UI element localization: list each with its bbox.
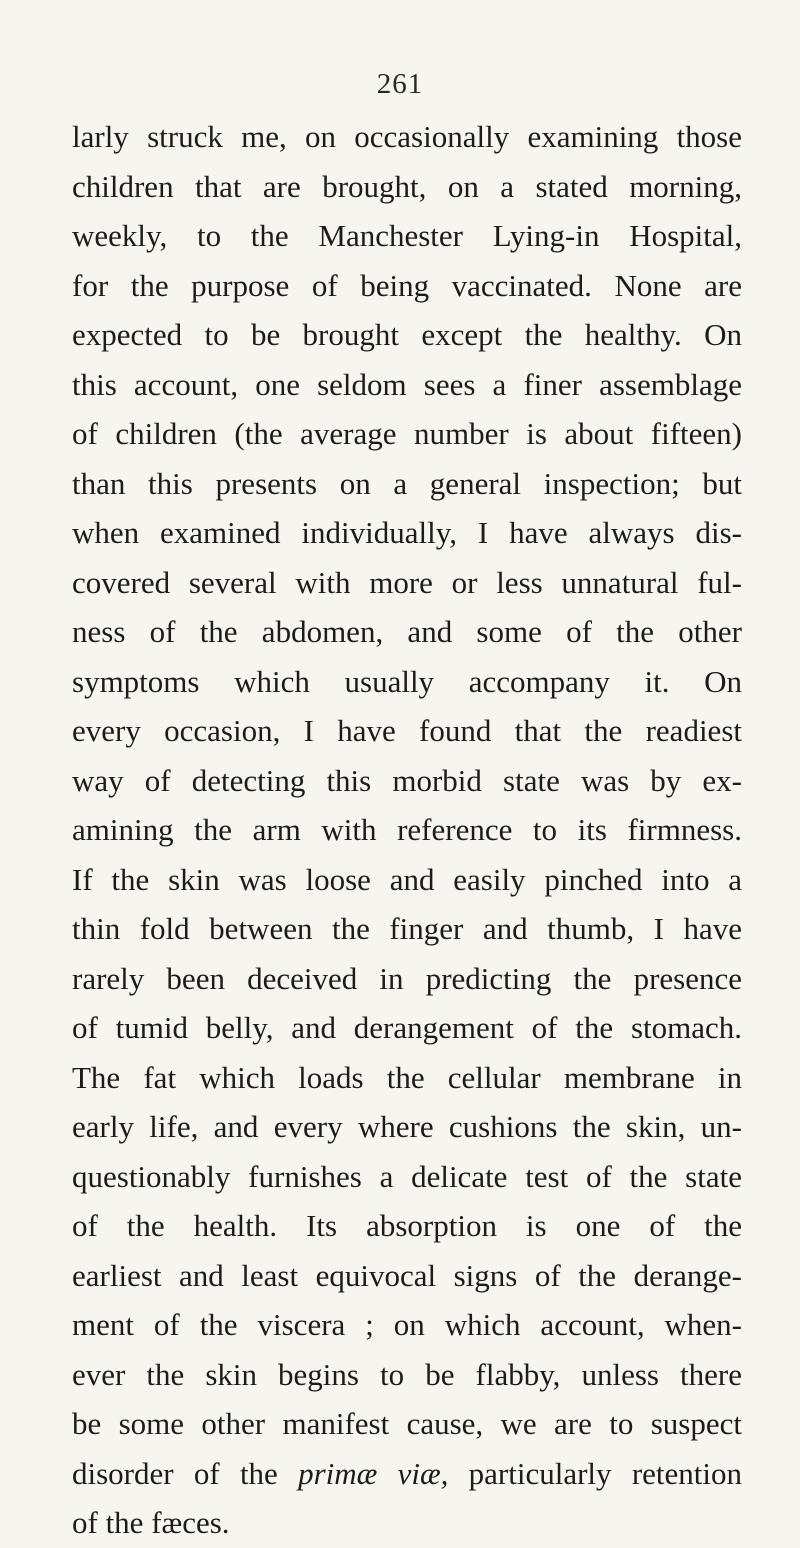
text-line: rarely been deceived in predicting the presence bbox=[72, 960, 742, 996]
text-line: If the skin was loose and easily pinched into a bbox=[72, 861, 742, 897]
text-line: larly struck me, on occasionally examining those bbox=[72, 119, 742, 154]
text-line: ment of the viscera ; on which account, when- bbox=[72, 1307, 742, 1342]
text-line-with-italic bbox=[72, 1449, 742, 1499]
text-line: of children (the average number is about fifteen) bbox=[72, 416, 742, 451]
text-segment: particularly retention bbox=[448, 1455, 742, 1491]
text-line: than this presents on a general inspection; but bbox=[72, 465, 742, 501]
text-line: earliest and least equivocal signs of the derange- bbox=[72, 1257, 742, 1293]
italic-phrase: primæ viæ, bbox=[298, 1455, 449, 1491]
text-line: early life, and every where cushions the skin, un- bbox=[72, 1109, 742, 1144]
text-line: expected to be brought except the healthy. On bbox=[72, 317, 742, 352]
text-segment: disorder of the bbox=[72, 1455, 299, 1491]
text-line: children that are brought, on a stated morning, bbox=[72, 168, 742, 204]
text-line: way of detecting this morbid state was by ex- bbox=[72, 762, 742, 798]
text-line: this account, one seldom sees a finer assemblage bbox=[72, 366, 742, 402]
text-line: ever the skin begins to be flabby, unless there bbox=[72, 1356, 742, 1392]
text-line: questionably furnishes a delicate test of the state bbox=[72, 1158, 742, 1194]
text-line: ness of the abdomen, and some of the other bbox=[72, 614, 742, 649]
text-line: of tumid belly, and derangement of the stomach. bbox=[72, 1010, 742, 1045]
text-line: every occasion, I have found that the readiest bbox=[72, 713, 742, 748]
text-line: covered several with more or less unnatural ful- bbox=[72, 564, 742, 600]
text-line: symptoms which usually accompany it. On bbox=[72, 663, 742, 699]
text-line: amining the arm with reference to its firmness. bbox=[72, 812, 742, 847]
text-line: thin fold between the finger and thumb, I have bbox=[72, 911, 742, 946]
text-line: be some other manifest cause, we are to suspect bbox=[72, 1406, 742, 1441]
text-line: of the health. Its absorption is one of the bbox=[72, 1208, 742, 1243]
text-line-last: of the fæces. bbox=[72, 1505, 230, 1540]
text-line: when examined individually, I have always dis- bbox=[72, 515, 742, 550]
text-line: weekly, to the Manchester Lying-in Hospital, bbox=[72, 218, 742, 253]
body-text bbox=[72, 112, 742, 1548]
text-line: for the purpose of being vaccinated. None are bbox=[72, 267, 742, 303]
text-line: The fat which loads the cellular membrane in bbox=[72, 1059, 742, 1095]
page-number: 261 bbox=[376, 68, 424, 100]
